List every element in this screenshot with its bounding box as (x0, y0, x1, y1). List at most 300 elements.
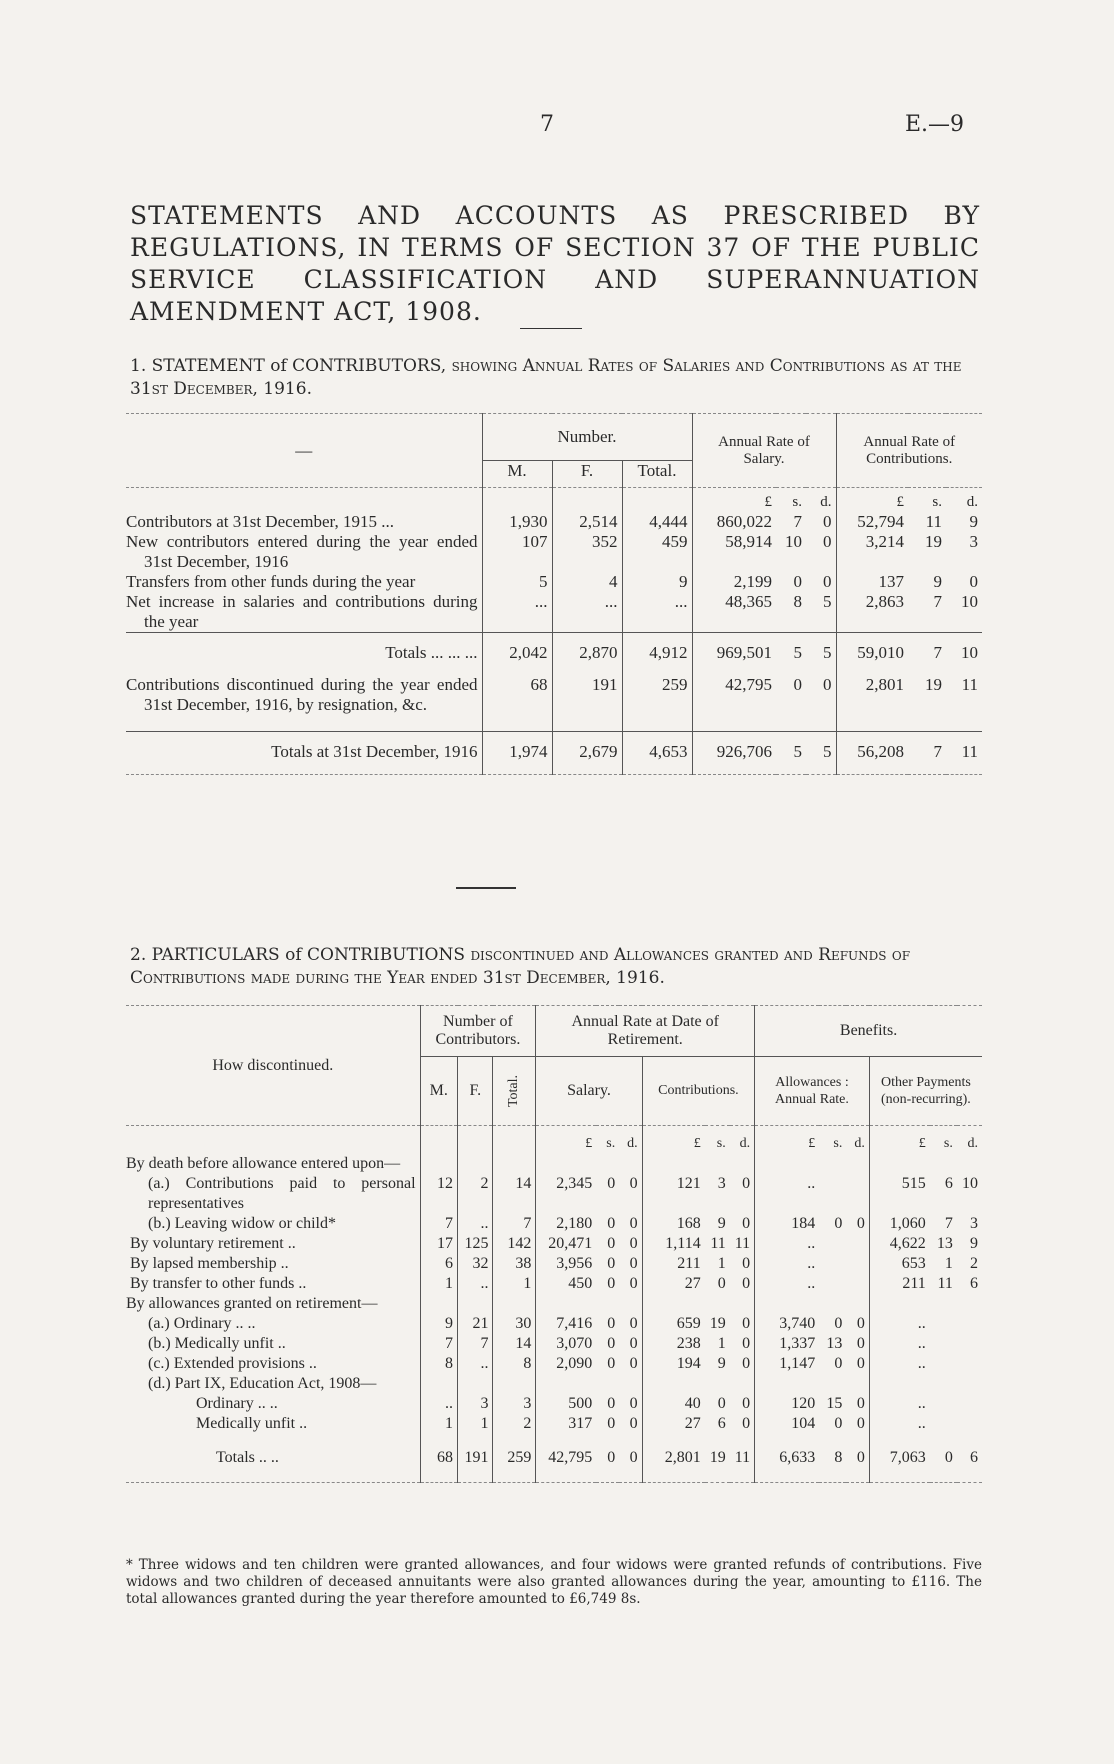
cell-ss: 0 (607, 1415, 616, 1432)
row-label: By transfer to other funds .. (130, 1275, 307, 1292)
t2-unit-s-other: s. (943, 1136, 953, 1151)
cell-os: 0 (944, 1449, 953, 1466)
cell-ad: 0 (856, 1315, 865, 1332)
cell-cl: 194 (642, 1354, 705, 1374)
row-label: (b.) Medically unfit .. (148, 1335, 286, 1352)
cell-al: 6,633 (755, 1434, 820, 1483)
cell-cs: 19 (925, 675, 942, 694)
t1-unit-d-salary: d. (820, 494, 832, 510)
t2-header-annual: Annual Rate at Date of Retirement. (536, 1006, 755, 1057)
cell-cs (705, 1154, 730, 1174)
cell-sl: 2,090 (536, 1354, 596, 1374)
cell-ss: 0 (607, 1449, 616, 1466)
cell-f: 32 (458, 1254, 493, 1274)
cell-ss (596, 1154, 619, 1174)
page-number: 7 (540, 112, 554, 137)
contributors-table (126, 413, 982, 775)
cell-ss: 10 (785, 532, 802, 551)
cell-cs: 0 (717, 1395, 726, 1412)
row-label: (d.) Part IX, Education Act, 1908— (148, 1375, 377, 1392)
section-divider (456, 887, 516, 889)
section2-heading (130, 944, 980, 990)
cell-f: 7 (458, 1334, 493, 1354)
cell-t (493, 1374, 536, 1394)
cell-sd: 0 (823, 512, 832, 531)
cell-ss: 0 (793, 675, 802, 694)
cell-sl: 58,914 (692, 532, 776, 572)
cell-cl: 2,801 (642, 1434, 705, 1483)
cell-od (957, 1314, 982, 1334)
row-label: (a.) Ordinary .. .. (148, 1315, 256, 1332)
row-label: (b.) Leaving widow or child* (148, 1215, 336, 1232)
cell-cs: 7 (933, 592, 942, 611)
cell-f: 2,679 (552, 732, 622, 775)
cell-as (819, 1374, 846, 1394)
cell-as (819, 1294, 846, 1314)
cell-al: 1,147 (755, 1354, 820, 1374)
cell-sl (536, 1154, 596, 1174)
cell-sl: 926,706 (692, 732, 776, 775)
cell-ad (846, 1174, 869, 1214)
cell-al: 120 (755, 1394, 820, 1414)
cell-cs: 9 (717, 1215, 726, 1232)
section2-heading-main: 2. PARTICULARS of CONTRIBUTIONS (130, 945, 466, 965)
cell-od: 9 (970, 1235, 978, 1252)
cell-f (458, 1294, 493, 1314)
cell-od: 6 (970, 1449, 978, 1466)
cell-t: 1 (493, 1274, 536, 1294)
cell-as (819, 1234, 846, 1254)
cell-os (930, 1374, 957, 1394)
cell-cd: 11 (734, 1449, 751, 1466)
cell-sl: 2,180 (536, 1214, 596, 1234)
cell-cl: 211 (642, 1254, 705, 1274)
cell-t: 4,444 (622, 512, 692, 532)
cell-sl: 860,022 (692, 512, 776, 532)
cell-sl: 20,471 (536, 1234, 596, 1254)
cell-m (420, 1294, 458, 1314)
cell-os (930, 1334, 957, 1354)
cell-sd: 0 (823, 675, 832, 694)
cell-sl: 500 (536, 1394, 596, 1414)
cell-cs: 11 (710, 1235, 726, 1252)
cell-od (957, 1154, 982, 1174)
section2-heading-rest: discontinued and Allowances granted and Refunds of Contributions made during the Year ended 31st December, 1916. (130, 945, 911, 988)
table-row (126, 1174, 982, 1214)
cell-t (493, 1154, 536, 1174)
t1-header-total: Total. (622, 461, 692, 488)
cell-sd: 0 (629, 1215, 638, 1232)
row-label: Totals .. .. (216, 1449, 279, 1466)
cell-ol: .. (869, 1334, 929, 1354)
cell-ss: 8 (793, 592, 802, 611)
cell-ss: 5 (793, 742, 802, 761)
table-row (126, 1414, 982, 1434)
cell-cs: 7 (933, 643, 942, 662)
cell-cl: 137 (836, 572, 908, 592)
t2-header-f: F. (458, 1057, 493, 1126)
cell-od: 3 (970, 1215, 978, 1232)
cell-ad: 0 (856, 1415, 865, 1432)
cell-t: 4,912 (622, 633, 692, 676)
cell-ol (869, 1154, 929, 1174)
t1-header-salary: Annual Rate of Salary. (692, 414, 836, 488)
cell-os (930, 1294, 957, 1314)
row-label: Ordinary .. .. (196, 1395, 278, 1412)
cell-m: 68 (482, 675, 552, 732)
cell-cs: 9 (717, 1355, 726, 1372)
row-label: (c.) Extended provisions .. (148, 1355, 317, 1372)
cell-cd: 0 (742, 1255, 751, 1272)
cell-sd (619, 1154, 642, 1174)
cell-cd: 0 (742, 1355, 751, 1372)
t2-unit-s-salary: s. (606, 1136, 616, 1151)
t1-unit-d-contrib: d. (966, 494, 978, 510)
cell-cl: 59,010 (836, 633, 908, 676)
cell-cs: 0 (717, 1275, 726, 1292)
cell-cs: 9 (933, 572, 942, 591)
section1-heading (130, 355, 980, 401)
cell-sd: 0 (629, 1449, 638, 1466)
t2-unit-s-allow: s. (833, 1136, 843, 1151)
cell-t: 7 (493, 1214, 536, 1234)
cell-t: 459 (622, 532, 692, 572)
cell-ad: 0 (856, 1355, 865, 1372)
cell-ss: 0 (607, 1175, 616, 1192)
cell-cs: 11 (925, 512, 942, 531)
cell-ol (869, 1294, 929, 1314)
table-row (126, 1294, 982, 1314)
cell-od (957, 1294, 982, 1314)
row-label: Totals ... ... ... (385, 643, 478, 662)
cell-sd: 0 (629, 1355, 638, 1372)
cell-f: 2,514 (552, 512, 622, 532)
row-label: Transfers from other funds during the year (126, 572, 416, 591)
cell-al: .. (755, 1274, 820, 1294)
cell-m: 12 (420, 1174, 458, 1214)
cell-m: .. (420, 1394, 458, 1414)
cell-al (755, 1154, 820, 1174)
cell-cl (642, 1154, 705, 1174)
cell-ol: .. (869, 1314, 929, 1334)
cell-cd: 11 (961, 742, 978, 761)
cell-cd: 3 (969, 532, 978, 551)
cell-ad: 0 (856, 1335, 865, 1352)
cell-cl: 1,114 (642, 1234, 705, 1254)
cell-f: 2 (458, 1174, 493, 1214)
cell-cl: 40 (642, 1394, 705, 1414)
cell-m: 1 (420, 1274, 458, 1294)
cell-cd (730, 1294, 755, 1314)
table-row (126, 1354, 982, 1374)
cell-cl: 27 (642, 1414, 705, 1434)
cell-ol (869, 1374, 929, 1394)
cell-od: 10 (962, 1175, 978, 1192)
cell-cs: 19 (709, 1315, 726, 1332)
cell-ss: 0 (607, 1395, 616, 1412)
cell-sd: 0 (629, 1415, 638, 1432)
row-label: Totals at 31st December, 1916 (271, 742, 478, 761)
cell-ss: 0 (607, 1355, 616, 1372)
cell-m: 7 (420, 1334, 458, 1354)
t2-header-how: How discontinued. (212, 1056, 334, 1074)
cell-m: 2,042 (482, 633, 552, 676)
cell-cd: 0 (742, 1175, 751, 1192)
cell-sd: 0 (629, 1255, 638, 1272)
cell-as: 0 (834, 1215, 843, 1232)
cell-sl: 969,501 (692, 633, 776, 676)
cell-cs: 19 (925, 532, 942, 551)
t2-header-m: M. (420, 1057, 458, 1126)
cell-cs: 3 (717, 1175, 726, 1192)
cell-al: 104 (755, 1414, 820, 1434)
cell-m: 1 (420, 1414, 458, 1434)
cell-os (930, 1354, 957, 1374)
cell-as: 0 (834, 1415, 843, 1432)
cell-od (957, 1394, 982, 1414)
cell-ss: 0 (607, 1235, 616, 1252)
cell-sd: 0 (629, 1235, 638, 1252)
cell-f: ... (552, 592, 622, 633)
t2-header-allowances: Allowances : Annual Rate. (755, 1057, 870, 1126)
table-row (126, 1214, 982, 1234)
cell-sd: 0 (629, 1395, 638, 1412)
cell-ad (846, 1254, 869, 1274)
cell-m: 6 (420, 1254, 458, 1274)
cell-cd: 9 (969, 512, 978, 531)
t2-header-other: Other Payments (non-recurring). (869, 1057, 982, 1126)
row-label: By lapsed membership .. (130, 1255, 289, 1272)
cell-sl: 7,416 (536, 1314, 596, 1334)
t2-unit-pound-contrib: £ (642, 1126, 705, 1155)
t1-header-m: M. (482, 461, 552, 488)
cell-f: 21 (458, 1314, 493, 1334)
t2-header-total: Total. (493, 1057, 536, 1126)
cell-sd (619, 1294, 642, 1314)
table-row (126, 1274, 982, 1294)
title-divider (520, 328, 582, 329)
row-label: (a.) Contributions paid to personal representatives (148, 1175, 416, 1212)
cell-od (957, 1354, 982, 1374)
cell-cd: 11 (734, 1235, 751, 1252)
cell-cl: 121 (642, 1174, 705, 1214)
cell-sd: 0 (823, 572, 832, 591)
cell-m: 8 (420, 1354, 458, 1374)
row-label: Contributors at 31st December, 1915 ... (126, 512, 394, 531)
t1-unit-s-salary: s. (792, 494, 802, 510)
cell-cd: 10 (961, 643, 978, 662)
row-label: By voluntary retirement .. (130, 1235, 296, 1252)
cell-ss: 0 (607, 1335, 616, 1352)
cell-cs: 1 (717, 1335, 726, 1352)
cell-sd: 0 (823, 532, 832, 551)
t1-unit-s-contrib: s. (932, 494, 942, 510)
cell-ad (846, 1154, 869, 1174)
table-row (126, 732, 982, 775)
cell-cl (642, 1294, 705, 1314)
t2-unit-s-contrib: s. (716, 1136, 726, 1151)
table-row (126, 572, 982, 592)
table-row (126, 532, 982, 572)
cell-as: 0 (834, 1355, 843, 1372)
cell-ol: 653 (869, 1254, 929, 1274)
table-row (126, 1334, 982, 1354)
cell-sl: 3,070 (536, 1334, 596, 1354)
cell-sd (619, 1374, 642, 1394)
cell-t: 259 (622, 675, 692, 732)
table-row (126, 512, 982, 532)
cell-cs: 1 (717, 1255, 726, 1272)
table-row (126, 1234, 982, 1254)
cell-t: 9 (622, 572, 692, 592)
t2-header-contributions: Contributions. (642, 1057, 754, 1126)
cell-sd: 5 (823, 592, 832, 611)
cell-os (930, 1314, 957, 1334)
cell-as: 8 (834, 1449, 843, 1466)
cell-al (755, 1294, 820, 1314)
cell-t: 3 (493, 1394, 536, 1414)
cell-ad (846, 1274, 869, 1294)
cell-ss: 0 (607, 1215, 616, 1232)
cell-cd: 0 (742, 1395, 751, 1412)
cell-cd: 0 (742, 1315, 751, 1332)
cell-cd (730, 1374, 755, 1394)
cell-ss: 0 (607, 1315, 616, 1332)
cell-t: 142 (493, 1234, 536, 1254)
cell-t: 4,653 (622, 732, 692, 775)
cell-ol: 515 (869, 1174, 929, 1214)
cell-ol: .. (869, 1414, 929, 1434)
cell-cl: 2,801 (836, 675, 908, 732)
t2-header-salary: Salary. (536, 1057, 642, 1126)
cell-ol: 7,063 (869, 1434, 929, 1483)
cell-m: 5 (482, 572, 552, 592)
t1-unit-pound-salary: £ (692, 488, 776, 513)
cell-cs (705, 1374, 730, 1394)
cell-ss (596, 1374, 619, 1394)
cell-os: 7 (944, 1215, 953, 1232)
cell-ad (846, 1234, 869, 1254)
cell-f: 3 (458, 1394, 493, 1414)
cell-f: 1 (458, 1414, 493, 1434)
cell-m: 7 (420, 1214, 458, 1234)
cell-cs (705, 1294, 730, 1314)
t2-unit-d-salary: d. (627, 1136, 638, 1151)
section1-heading-rest: showing Annual Rates of Salaries and Contributions as at the 31st December, 1916. (130, 356, 962, 399)
t2-header-benefits: Benefits. (755, 1006, 982, 1057)
cell-os: 1 (944, 1255, 953, 1272)
cell-sl: 42,795 (692, 675, 776, 732)
table-row (126, 633, 982, 676)
table-row (126, 675, 982, 732)
cell-m: 107 (482, 532, 552, 572)
cell-sl: 450 (536, 1274, 596, 1294)
cell-as (819, 1174, 846, 1214)
cell-al: 184 (755, 1214, 820, 1234)
row-label: New contributors entered during the year ended 31st December, 1916 (126, 532, 478, 571)
cell-ss (596, 1294, 619, 1314)
cell-t: 14 (493, 1334, 536, 1354)
cell-sd: 0 (629, 1335, 638, 1352)
cell-sl: 42,795 (536, 1434, 596, 1483)
document-title: STATEMENTS AND ACCOUNTS AS PRESCRIBED BY REGULATIONS, IN TERMS OF SECTION 37 OF THE PUBLIC SERVICE CLASSIFICATION AND SUPERANNUATION AMENDMENT ACT, 1908. (130, 201, 980, 326)
discontinued-table (126, 1005, 982, 1483)
footnote: * Three widows and ten children were granted allowances, and four widows were granted refunds of contributions. Five widows and two children of deceased annuitants were also granted allowances during the year, amounting to £116. The total allowances granted during the year therefore amounted to £6,749 8s. (126, 1557, 982, 1607)
table-row (126, 1254, 982, 1274)
cell-ol: 211 (869, 1274, 929, 1294)
table-row (126, 1154, 982, 1174)
cell-ad: 0 (856, 1215, 865, 1232)
cell-os: 13 (936, 1235, 953, 1252)
cell-t: 259 (493, 1434, 536, 1483)
t2-unit-pound-other: £ (869, 1126, 929, 1155)
cell-sd: 5 (823, 643, 832, 662)
cell-al: 1,337 (755, 1334, 820, 1354)
t2-unit-pound-salary: £ (536, 1126, 596, 1155)
cell-as (819, 1274, 846, 1294)
cell-al: .. (755, 1254, 820, 1274)
t1-header-f: F. (552, 461, 622, 488)
t1-unit-pound-contrib: £ (836, 488, 908, 513)
cell-cd: 0 (969, 572, 978, 591)
cell-sd: 5 (823, 742, 832, 761)
cell-os: 11 (937, 1275, 953, 1292)
cell-sl: 2,199 (692, 572, 776, 592)
cell-cd (730, 1154, 755, 1174)
cell-f: .. (458, 1214, 493, 1234)
cell-m: 9 (420, 1314, 458, 1334)
cell-f (458, 1374, 493, 1394)
cell-cd: 10 (961, 592, 978, 611)
cell-t: 38 (493, 1254, 536, 1274)
cell-cd: 11 (961, 675, 978, 694)
row-label: Medically unfit .. (196, 1415, 308, 1432)
cell-sl (536, 1374, 596, 1394)
cell-t: 2 (493, 1414, 536, 1434)
cell-ss: 5 (793, 643, 802, 662)
cell-od (957, 1414, 982, 1434)
cell-od: 2 (970, 1255, 978, 1272)
row-label: By death before allowance entered upon— (126, 1155, 401, 1172)
cell-m: 17 (420, 1234, 458, 1254)
cell-m: ... (482, 592, 552, 633)
cell-t: 8 (493, 1354, 536, 1374)
t1-header-number: Number. (482, 414, 692, 461)
cell-sl: 3,956 (536, 1254, 596, 1274)
cell-as (819, 1154, 846, 1174)
cell-cl: 168 (642, 1214, 705, 1234)
cell-m: 1,974 (482, 732, 552, 775)
cell-ss: 7 (793, 512, 802, 531)
t2-unit-d-allow: d. (854, 1136, 865, 1151)
cell-as: 0 (834, 1315, 843, 1332)
cell-sl: 2,345 (536, 1174, 596, 1214)
cell-f: 191 (552, 675, 622, 732)
cell-od: 6 (970, 1275, 978, 1292)
t2-unit-d-contrib: d. (739, 1136, 751, 1151)
cell-as (819, 1254, 846, 1274)
cell-al (755, 1374, 820, 1394)
cell-al: 3,740 (755, 1314, 820, 1334)
cell-ad (846, 1294, 869, 1314)
cell-os (930, 1394, 957, 1414)
cell-ad (846, 1374, 869, 1394)
cell-f: 352 (552, 532, 622, 572)
table-row (126, 1374, 982, 1394)
cell-cl: 2,863 (836, 592, 908, 633)
t1-header-contributions: Annual Rate of Contributions. (836, 414, 982, 488)
cell-sd: 0 (629, 1315, 638, 1332)
